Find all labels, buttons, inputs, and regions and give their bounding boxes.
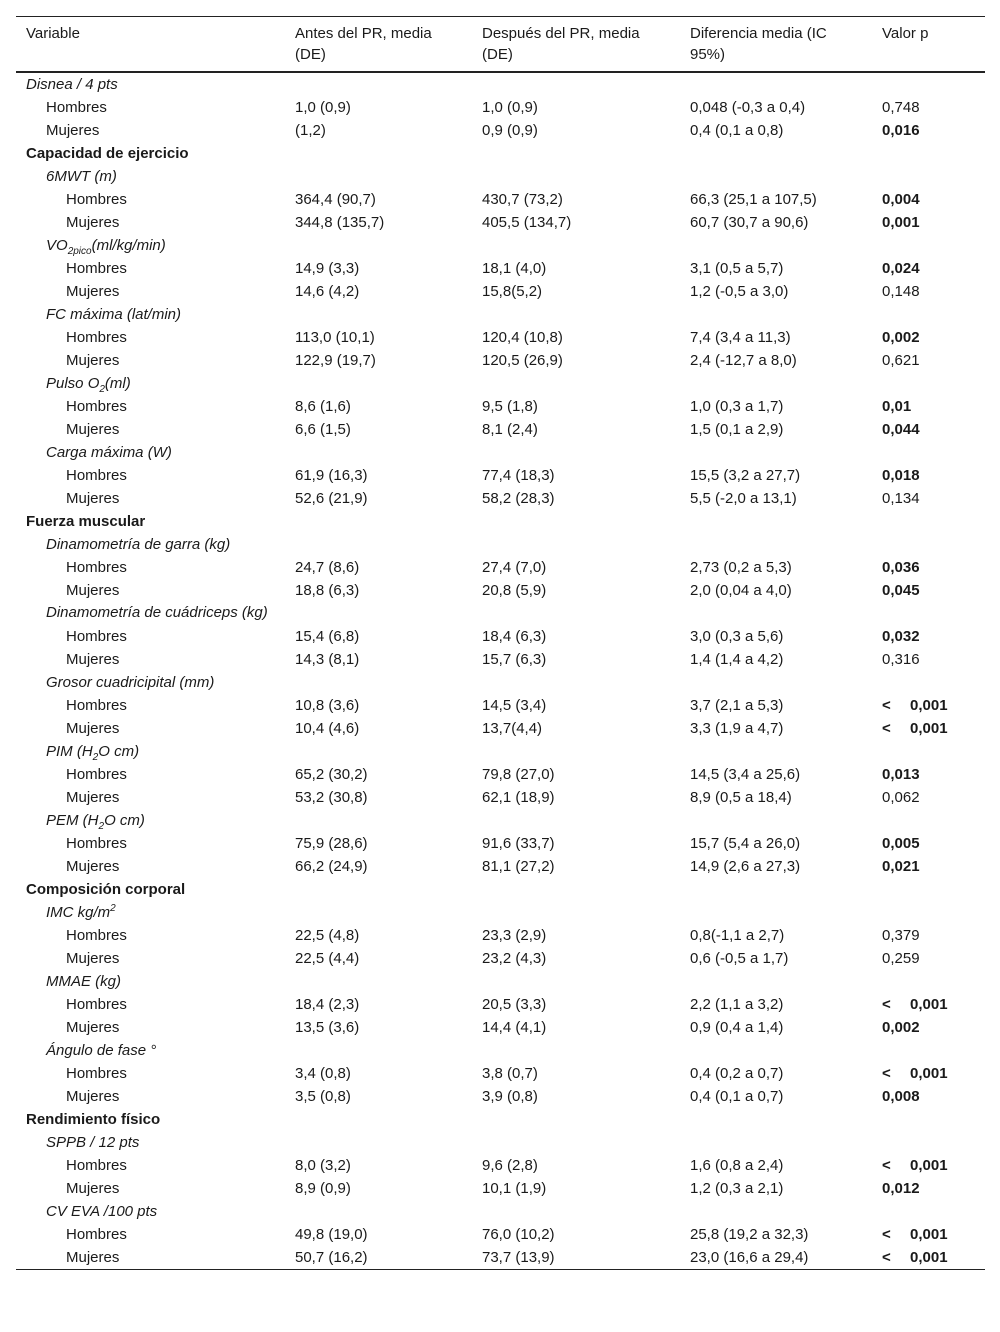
sex-label: Mujeres	[66, 352, 120, 369]
sex-label: Mujeres	[66, 720, 120, 737]
cell-p-value: 0,002	[882, 1019, 920, 1036]
variable-label: Grosor cuadricipital (mm)	[46, 674, 215, 691]
table-row	[16, 349, 985, 372]
sex-label: Hombres	[66, 467, 127, 484]
p-value-number: 0,001	[910, 1226, 948, 1243]
cell-before: 49,8 (19,0)	[295, 1226, 368, 1243]
cell-before: 13,5 (3,6)	[295, 1019, 360, 1036]
variable-label	[16, 901, 985, 924]
cell-difference: 23,0 (16,6 a 29,4)	[690, 1249, 809, 1266]
table-row	[16, 211, 985, 234]
cell-before: 24,7 (8,6)	[295, 559, 360, 576]
cell-p-value: 0,148	[882, 283, 920, 300]
less-than-sign: <	[882, 697, 891, 714]
cell-difference: 1,0 (0,3 a 1,7)	[690, 398, 784, 415]
cell-before: 6,6 (1,5)	[295, 421, 351, 438]
table-row	[16, 1062, 985, 1085]
cell-p-value: 0,001	[882, 214, 920, 231]
imc-base: IMC kg/m	[46, 904, 111, 921]
p-value-number: 0,001	[910, 1065, 948, 1082]
sex-label: Hombres	[66, 559, 127, 576]
variable-label	[16, 234, 985, 257]
cell-before: 8,9 (0,9)	[295, 1180, 351, 1197]
p-value-number: 0,001	[910, 1157, 948, 1174]
less-than-sign: <	[882, 720, 891, 737]
imc-superscript: 2	[110, 903, 116, 914]
cell-p-value: 0,316	[882, 651, 920, 668]
cell-p-value: 0,259	[882, 950, 920, 967]
variable-row	[16, 671, 985, 694]
sex-label: Mujeres	[66, 283, 120, 300]
cell-before: 8,0 (3,2)	[295, 1157, 351, 1174]
table-row	[16, 924, 985, 947]
cell-difference: 0,4 (0,1 a 0,8)	[690, 122, 784, 139]
sex-label: Mujeres	[66, 582, 120, 599]
cell-before: 122,9 (19,7)	[295, 352, 376, 369]
cell-difference: 2,73 (0,2 a 5,3)	[690, 559, 792, 576]
table-row	[16, 579, 985, 602]
table-row	[16, 694, 985, 717]
table-row	[16, 648, 985, 671]
cell-difference: 3,7 (2,1 a 5,3)	[690, 697, 784, 714]
less-than-sign: <	[882, 1065, 891, 1082]
table-row	[16, 1016, 985, 1039]
cell-difference: 60,7 (30,7 a 90,6)	[690, 214, 809, 231]
cell-p-value: 0,045	[882, 582, 920, 599]
cell-difference: 0,4 (0,2 a 0,7)	[690, 1065, 784, 1082]
cell-after: 23,3 (2,9)	[482, 927, 547, 944]
cell-before: 10,8 (3,6)	[295, 697, 360, 714]
sex-label: Mujeres	[66, 421, 120, 438]
vo2-subscript: 2pico	[67, 246, 92, 257]
table-row	[16, 947, 985, 970]
cell-p-value	[872, 1223, 985, 1246]
variable-row	[16, 372, 985, 395]
table-row	[16, 1154, 985, 1177]
sex-label: Hombres	[66, 260, 127, 277]
cell-after: 430,7 (73,2)	[482, 191, 563, 208]
sex-label: Hombres	[66, 1065, 127, 1082]
variable-label: MMAE (kg)	[46, 973, 121, 990]
cell-p-value: 0,062	[882, 789, 920, 806]
pulso-unit: (ml)	[104, 375, 131, 392]
variable-row	[16, 72, 985, 96]
sex-label: Hombres	[66, 927, 127, 944]
cell-difference: 1,4 (1,4 a 4,2)	[690, 651, 784, 668]
pulso-subscript: 2	[99, 384, 105, 395]
cell-before: 22,5 (4,8)	[295, 927, 360, 944]
less-than-sign: <	[882, 1249, 891, 1266]
cell-difference: 0,048 (-0,3 a 0,4)	[690, 99, 806, 116]
header-difference: Diferencia media (IC 95%)	[690, 25, 827, 63]
sex-label: Hombres	[66, 1157, 127, 1174]
cell-after: 91,6 (33,7)	[482, 835, 555, 852]
cell-after: 9,6 (2,8)	[482, 1157, 538, 1174]
sex-label: Mujeres	[66, 490, 120, 507]
variable-label: SPPB / 12 pts	[46, 1134, 140, 1151]
cell-p-value: 0,01	[882, 398, 912, 415]
variable-label: CV EVA /100 pts	[46, 1203, 158, 1220]
cell-difference: 66,3 (25,1 a 107,5)	[690, 191, 817, 208]
cell-before: 53,2 (30,8)	[295, 789, 368, 806]
variable-row	[16, 1200, 985, 1223]
less-than-sign: <	[882, 1226, 891, 1243]
table-row	[16, 280, 985, 303]
cell-p-value: 0,748	[882, 99, 920, 116]
table-row	[16, 717, 985, 740]
table-row	[16, 993, 985, 1016]
cell-difference: 3,1 (0,5 a 5,7)	[690, 260, 784, 277]
sex-label: Hombres	[46, 99, 107, 116]
vo2-base: VO	[46, 237, 68, 254]
variable-row	[16, 441, 985, 464]
variable-label	[16, 602, 285, 625]
p-value-number: 0,001	[910, 697, 948, 714]
table-row	[16, 487, 985, 510]
pim-unit: O cm)	[98, 743, 140, 760]
cell-difference: 1,2 (0,3 a 2,1)	[690, 1180, 784, 1197]
header-variable: Variable	[26, 25, 80, 42]
cell-p-value: 0,379	[882, 927, 920, 944]
sex-label: Hombres	[66, 996, 127, 1013]
cell-after: 3,9 (0,8)	[482, 1088, 538, 1105]
cell-after: 120,5 (26,9)	[482, 352, 563, 369]
cell-before: 22,5 (4,4)	[295, 950, 360, 967]
cell-difference: 1,6 (0,8 a 2,4)	[690, 1157, 784, 1174]
cell-p-value	[872, 1246, 985, 1270]
variable-label	[16, 372, 985, 395]
cell-p-value: 0,016	[882, 122, 920, 139]
cell-after: 76,0 (10,2)	[482, 1226, 555, 1243]
cell-p-value: 0,021	[882, 858, 920, 875]
cell-before: 65,2 (30,2)	[295, 766, 368, 783]
cell-difference: 8,9 (0,5 a 18,4)	[690, 789, 792, 806]
table-row	[16, 786, 985, 809]
pem-subscript: 2	[98, 821, 105, 832]
cell-difference: 0,9 (0,4 a 1,4)	[690, 1019, 784, 1036]
cell-difference: 0,4 (0,1 a 0,7)	[690, 1088, 784, 1105]
vo2-unit: (ml/kg/min)	[91, 237, 166, 254]
variable-label: Disnea / 4 pts	[26, 76, 118, 93]
cell-p-value: 0,018	[882, 467, 920, 484]
table-row	[16, 1246, 985, 1270]
sex-label: Hombres	[66, 398, 127, 415]
cell-difference: 3,0 (0,3 a 5,6)	[690, 628, 784, 645]
cell-before: 52,6 (21,9)	[295, 490, 368, 507]
pulso-base: Pulso O	[46, 375, 100, 392]
cell-after: 27,4 (7,0)	[482, 559, 547, 576]
header-p-value: Valor p	[882, 25, 929, 42]
cell-p-value: 0,005	[882, 835, 920, 852]
table-row	[16, 395, 985, 418]
cell-before: 14,9 (3,3)	[295, 260, 360, 277]
category-label: Capacidad de ejercicio	[26, 145, 189, 162]
cell-difference: 15,7 (5,4 a 26,0)	[690, 835, 801, 852]
cell-after: 8,1 (2,4)	[482, 421, 538, 438]
sex-label: Hombres	[66, 628, 127, 645]
category-label: Rendimiento físico	[26, 1111, 161, 1128]
cell-after: 81,1 (27,2)	[482, 858, 555, 875]
table-row	[16, 96, 985, 119]
cell-before: 113,0 (10,1)	[295, 329, 375, 346]
cell-before: 1,0 (0,9)	[295, 99, 351, 116]
table-row	[16, 257, 985, 280]
cell-difference: 0,8(-1,1 a 2,7)	[690, 927, 785, 944]
empty-cell	[285, 602, 985, 625]
cell-difference: 0,6 (-0,5 a 1,7)	[690, 950, 789, 967]
cell-p-value	[872, 694, 985, 717]
table-row	[16, 418, 985, 441]
p-value-number: 0,001	[910, 996, 948, 1013]
variable-row	[16, 901, 985, 924]
sex-label: Hombres	[66, 766, 127, 783]
cell-before: 18,8 (6,3)	[295, 582, 360, 599]
cell-after: 18,4 (6,3)	[482, 628, 547, 645]
pim-base: PIM (H	[46, 743, 93, 760]
cell-difference: 15,5 (3,2 a 27,7)	[690, 467, 801, 484]
sex-label: Hombres	[66, 697, 127, 714]
table-row	[16, 326, 985, 349]
cell-difference: 2,4 (-12,7 a 8,0)	[690, 352, 797, 369]
cell-after: 13,7(4,4)	[482, 720, 543, 737]
sex-label: Mujeres	[46, 122, 100, 139]
cell-after: 120,4 (10,8)	[482, 329, 563, 346]
cell-difference: 14,9 (2,6 a 27,3)	[690, 858, 801, 875]
p-value-number: 0,001	[910, 720, 948, 737]
cell-before: 14,6 (4,2)	[295, 283, 360, 300]
sex-label: Mujeres	[66, 214, 120, 231]
category-label: Fuerza muscular	[26, 513, 146, 530]
table-row	[16, 1177, 985, 1200]
header-after: Después del PR, media (DE)	[482, 25, 640, 63]
variable-label: Ángulo de fase °	[46, 1042, 157, 1059]
cell-after: 79,8 (27,0)	[482, 766, 555, 783]
cell-after: 58,2 (28,3)	[482, 490, 555, 507]
sex-label: Hombres	[66, 1226, 127, 1243]
cell-after: 9,5 (1,8)	[482, 398, 538, 415]
cell-after: 20,8 (5,9)	[482, 582, 547, 599]
variable-label: Dinamometría de garra (kg)	[46, 536, 231, 553]
cell-difference: 1,2 (-0,5 a 3,0)	[690, 283, 789, 300]
table-row	[16, 625, 985, 648]
cell-after: 73,7 (13,9)	[482, 1249, 555, 1266]
pim-subscript: 2	[92, 752, 99, 763]
table-row	[16, 832, 985, 855]
variable-row	[16, 602, 985, 625]
variable-row	[16, 970, 985, 993]
cell-difference: 14,5 (3,4 a 25,6)	[690, 766, 801, 783]
cell-after: 20,5 (3,3)	[482, 996, 547, 1013]
cell-before: 61,9 (16,3)	[295, 467, 368, 484]
sex-label: Hombres	[66, 191, 127, 208]
less-than-sign: <	[882, 1157, 891, 1174]
cell-difference: 3,3 (1,9 a 4,7)	[690, 720, 784, 737]
cell-after: 3,8 (0,7)	[482, 1065, 538, 1082]
variable-row	[16, 533, 985, 556]
table-row	[16, 855, 985, 878]
cell-after: 0,9 (0,9)	[482, 122, 538, 139]
variable-row	[16, 165, 985, 188]
pem-unit: O cm)	[104, 812, 145, 829]
header-before: Antes del PR, media (DE)	[295, 25, 432, 63]
cell-before: 18,4 (2,3)	[295, 996, 360, 1013]
cell-before: 14,3 (8,1)	[295, 651, 360, 668]
cell-p-value: 0,134	[882, 490, 920, 507]
less-than-sign: <	[882, 996, 891, 1013]
cell-before: 15,4 (6,8)	[295, 628, 360, 645]
variable-label-text: Dinamometría de cuádriceps (kg)	[46, 604, 268, 621]
cell-after: 405,5 (134,7)	[482, 214, 572, 231]
cell-p-value: 0,002	[882, 329, 920, 346]
cell-p-value: 0,004	[882, 191, 920, 208]
sex-label: Mujeres	[66, 950, 120, 967]
cell-before: 10,4 (4,6)	[295, 720, 360, 737]
cell-difference: 7,4 (3,4 a 11,3)	[690, 329, 791, 346]
cell-after: 77,4 (18,3)	[482, 467, 555, 484]
cell-difference: 25,8 (19,2 a 32,3)	[690, 1226, 809, 1243]
pem-base: PEM (H	[46, 812, 99, 829]
table-row	[16, 119, 985, 142]
sex-label: Mujeres	[66, 789, 120, 806]
cell-difference: 2,0 (0,04 a 4,0)	[690, 582, 792, 599]
cell-before: 364,4 (90,7)	[295, 191, 376, 208]
sex-label: Mujeres	[66, 1088, 120, 1105]
cell-difference: 5,5 (-2,0 a 13,1)	[690, 490, 797, 507]
sex-label: Hombres	[66, 835, 127, 852]
cell-before: (1,2)	[295, 122, 326, 139]
category-label: Composición corporal	[26, 881, 186, 898]
table-row	[16, 188, 985, 211]
cell-before: 3,4 (0,8)	[295, 1065, 351, 1082]
category-row	[16, 142, 985, 165]
cell-before: 75,9 (28,6)	[295, 835, 368, 852]
cell-p-value: 0,044	[882, 421, 920, 438]
variable-label: FC máxima (lat/min)	[46, 306, 182, 323]
cell-before: 3,5 (0,8)	[295, 1088, 351, 1105]
variable-row	[16, 303, 985, 326]
cell-p-value	[872, 1062, 985, 1085]
cell-before: 66,2 (24,9)	[295, 858, 368, 875]
cell-before: 8,6 (1,6)	[295, 398, 351, 415]
variable-row	[16, 234, 985, 257]
table-header-row	[16, 17, 985, 73]
cell-after: 15,8(5,2)	[482, 283, 543, 300]
cell-p-value: 0,013	[882, 766, 920, 783]
cell-after: 15,7 (6,3)	[482, 651, 547, 668]
cell-p-value: 0,008	[882, 1088, 920, 1105]
cell-p-value: 0,012	[882, 1180, 920, 1197]
category-row	[16, 510, 985, 533]
cell-p-value	[872, 993, 985, 1016]
sex-label: Mujeres	[66, 1019, 120, 1036]
sex-label: Mujeres	[66, 858, 120, 875]
cell-p-value: 0,024	[882, 260, 920, 277]
variable-row	[16, 1131, 985, 1154]
category-row	[16, 878, 985, 901]
cell-difference: 1,5 (0,1 a 2,9)	[690, 421, 784, 438]
variable-row	[16, 809, 985, 832]
sex-label: Mujeres	[66, 651, 120, 668]
cell-after: 23,2 (4,3)	[482, 950, 547, 967]
cell-p-value: 0,036	[882, 559, 920, 576]
table-row	[16, 464, 985, 487]
table-row	[16, 1223, 985, 1246]
variable-row	[16, 740, 985, 763]
cell-difference: 2,2 (1,1 a 3,2)	[690, 996, 784, 1013]
cell-after: 18,1 (4,0)	[482, 260, 547, 277]
table-row	[16, 1085, 985, 1108]
table-row	[16, 556, 985, 579]
category-row	[16, 1108, 985, 1131]
cell-p-value: 0,621	[882, 352, 920, 369]
cell-after: 1,0 (0,9)	[482, 99, 538, 116]
variable-label	[16, 809, 985, 832]
sex-label: Mujeres	[66, 1249, 120, 1266]
cell-before: 50,7 (16,2)	[295, 1249, 368, 1266]
cell-p-value	[872, 717, 985, 740]
sex-label: Hombres	[66, 329, 127, 346]
cell-after: 14,5 (3,4)	[482, 697, 547, 714]
cell-after: 62,1 (18,9)	[482, 789, 555, 806]
table-row	[16, 763, 985, 786]
sex-label: Mujeres	[66, 1180, 120, 1197]
variable-row	[16, 1039, 985, 1062]
cell-after: 14,4 (4,1)	[482, 1019, 547, 1036]
cell-before: 344,8 (135,7)	[295, 214, 385, 231]
variable-label	[16, 740, 985, 763]
variable-label: 6MWT (m)	[46, 168, 117, 185]
p-value-number: 0,001	[910, 1249, 948, 1266]
cell-p-value	[872, 1154, 985, 1177]
variable-label: Carga máxima (W)	[46, 444, 172, 461]
cell-after: 10,1 (1,9)	[482, 1180, 547, 1197]
results-table	[16, 16, 985, 1270]
cell-p-value: 0,032	[882, 628, 920, 645]
